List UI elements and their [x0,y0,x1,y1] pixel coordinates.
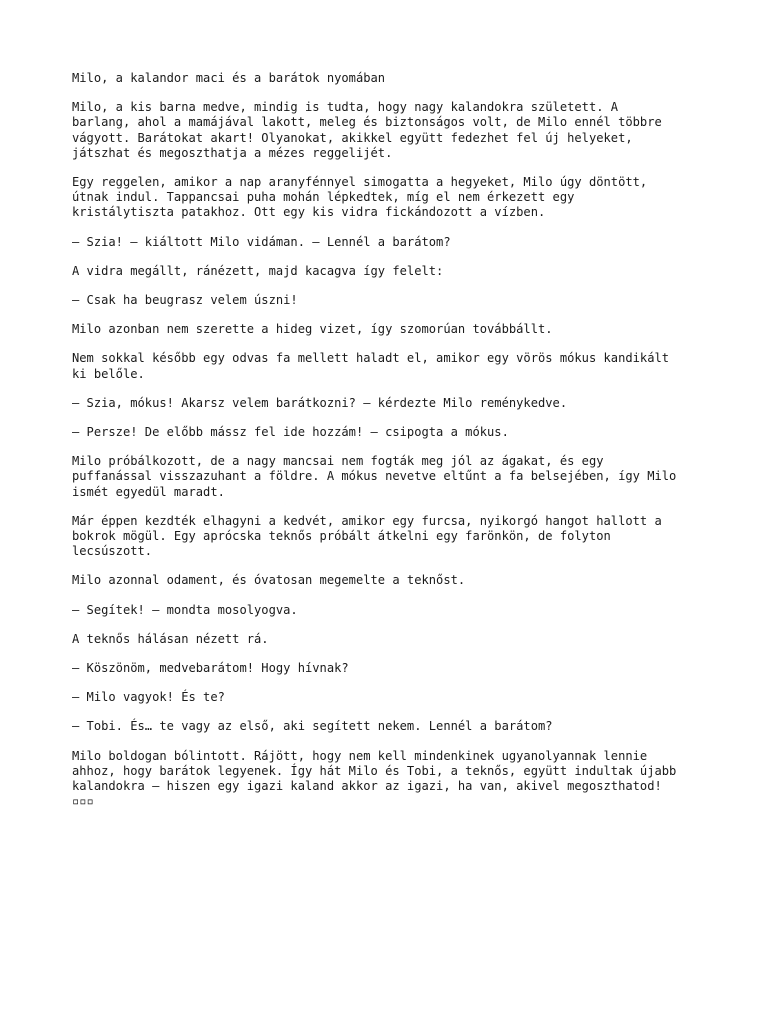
paragraph-17: — Tobi. És… te vagy az első, aki segített nekem. Lennél a barátom? [72,719,553,734]
paragraph-15: — Köszönöm, medvebarátom! Hogy hívnak? [72,661,349,676]
paragraph-7: Nem sokkal később egy odvas fa mellett haladt el, amikor egy vörös mókus kandikált ki belőle. [72,351,670,381]
paragraph-1: Milo, a kis barna medve, mindig is tudta, hogy nagy kalandokra született. A barlang, ahol a mamájával lakott, meleg és biztonságos volt, de Milo ennél többre vágyott. Barátokat akart! Olyanokat, akikkel együtt fedezhet fel új helyeket, játszhat és megoszthatja a mézes reggelijét. [72,100,662,160]
document-title: Milo, a kalandor maci és a barátok nyomában [72,71,386,85]
paragraph-6: Milo azonban nem szerette a hideg vizet, így szomorúan továbbállt. [72,322,553,337]
document-page [72,71,702,824]
paragraph-16: — Milo vagyok! És te? [72,690,225,705]
paragraph-11: Már éppen kezdték elhagyni a kedvét, amikor egy furcsa, nyikorgó hangot hallott a bokrok mögül. Egy aprócska teknős próbált átkelni egy farönkön, de folyton lecsúszott. [72,513,662,559]
paragraph-12: Milo azonnal odament, és óvatosan megemelte a teknőst. [72,573,466,588]
paragraph-8: — Szia, mókus! Akarsz velem barátkozni? — kérdezte Milo reménykedve. [72,395,568,410]
paragraph-13: — Segítek! — mondta mosolyogva. [72,602,298,617]
paragraph-18: Milo boldogan bólintott. Rájött, hogy nem kell mindenkinek ugyanolyannak lennie ahhoz, hogy barátok legyenek. Így hát Milo és Tobi, a teknős, együtt indultak újabb kalandokra – hiszen egy igazi kaland akkor az igazi, ha van, akivel megoszthatod! ▫▫▫ [72,748,677,809]
paragraph-2: Egy reggelen, amikor a nap aranyfénnyel simogatta a hegyeket, Milo úgy döntött, útnak indul. Tappancsai puha mohán lépkedtek, míg el nem érkezett egy kristálytiszta patakhoz. Ott egy kis vidra fickándozott a vízben. [72,175,648,220]
paragraph-9: — Persze! De előbb mássz fel ide hozzám! — csipogta a mókus. [72,425,509,440]
paragraph-4: A vidra megállt, ránézett, majd kacagva így felelt: [72,263,444,278]
paragraph-14: A teknős hálásan nézett rá. [72,631,269,646]
paragraph-5: — Csak ha beugrasz velem úszni! [72,293,298,308]
paragraph-3: — Szia! — kiáltott Milo vidáman. — Lennél a barátom? [72,234,451,249]
paragraph-10: Milo próbálkozott, de a nagy mancsai nem fogták meg jól az ágakat, és egy puffanással visszazuhant a földre. A mókus nevetve eltűnt a fa belsejében, így Milo ismét egyedül maradt. [72,454,677,499]
